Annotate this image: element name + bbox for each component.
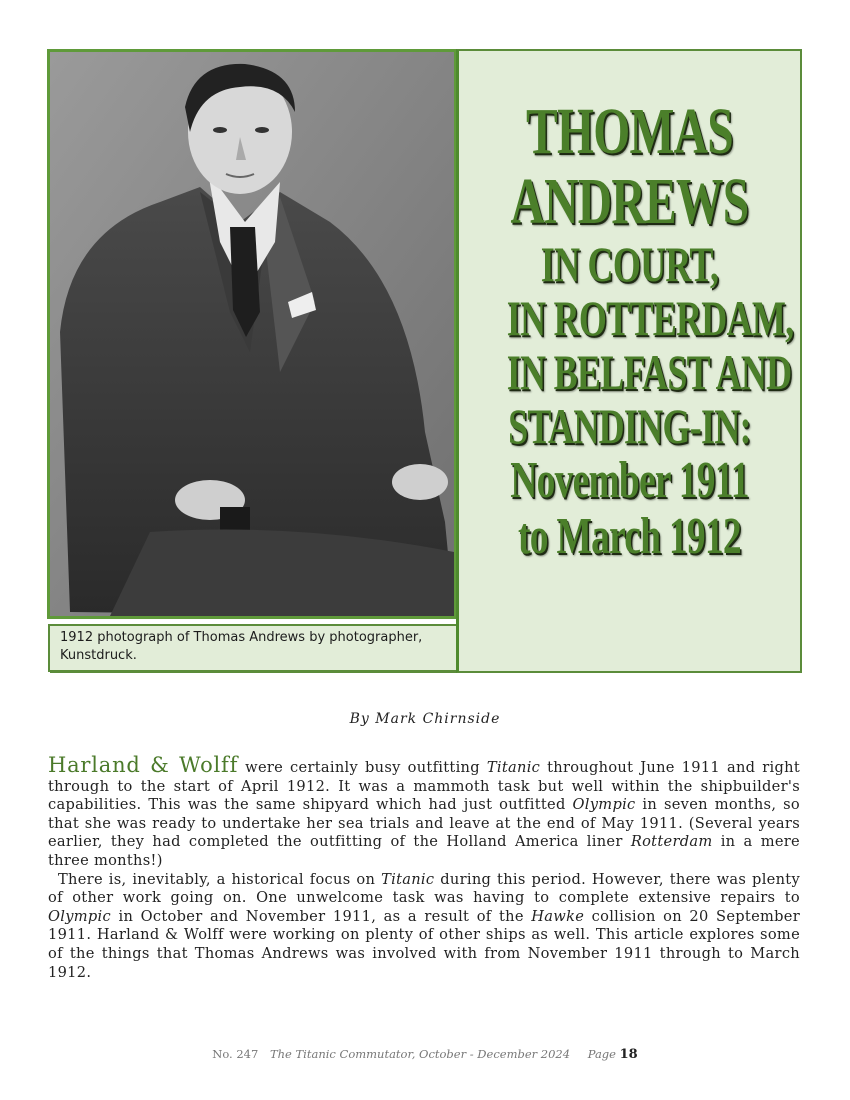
byline: By Mark Chirnside <box>349 711 501 727</box>
title-line-6: STANDING-IN: <box>508 398 751 454</box>
ship-name: Olympic <box>48 907 111 925</box>
portrait-image <box>50 52 454 616</box>
article-body <box>48 753 801 982</box>
photo-caption <box>48 624 458 672</box>
title-line-5: IN BELFAST AND <box>506 344 792 400</box>
text-run: collision on 20 September 1911. Harland & Wolff were working on plenty of other ships as well. This article explores some of the things that Thomas Andrews was involved with from November 1911 through to March 1912. <box>48 907 800 981</box>
text-run: in a mere three months!) <box>48 833 800 869</box>
text-run: during this period. However, there was plenty of other work going on. One unwelcome task was having to complete extensive repairs to <box>48 870 801 907</box>
text-run: were certainly busy outfitting <box>238 759 487 776</box>
ship-name: Titanic <box>381 870 435 888</box>
text-run: throughout June 1911 and right through to the start of April 1912. It was a mammoth task but well within the shipbuilder's capabilities. This was the same shipyard which had just outfitted <box>48 759 800 814</box>
title-line-3: IN COURT, <box>540 236 719 292</box>
page-number: 18 <box>619 1047 638 1062</box>
page-footer <box>0 1047 850 1062</box>
issue-number: No. 247 <box>212 1047 259 1061</box>
paragraph-2 <box>48 871 800 983</box>
title-line-7: November 1911 <box>510 452 749 509</box>
text-run: in seven months, so that she was ready to undertake her sea trials and leave at the end of May 1911. (Several years earlier, they had completed the outfitting of the Holland America liner <box>48 796 801 851</box>
ship-name: Olympic <box>572 796 636 814</box>
title-panel <box>456 49 802 673</box>
title-line-2: ANDREWS <box>510 165 749 238</box>
ship-name: Hawke <box>531 907 585 925</box>
paragraph-1 <box>48 753 801 871</box>
magazine-title: The Titanic Commutator, October - December 2024 <box>269 1047 571 1061</box>
photo-caption-text: 1912 photograph of Thomas Andrews by photographer, Kunstdruck. <box>60 630 423 663</box>
ship-name: Rotterdam <box>630 833 713 851</box>
ship-name: Titanic <box>486 759 541 776</box>
title-line-1: THOMAS <box>526 95 733 168</box>
text-run: There is, inevitably, a historical focus on <box>58 870 382 888</box>
portrait-photo <box>47 49 457 619</box>
page-label: Page <box>587 1047 616 1061</box>
text-run: in October and November 1911, as a result of the <box>111 907 532 925</box>
title-line-8: to March 1912 <box>518 508 741 565</box>
title-line-4: IN ROTTERDAM, <box>506 290 794 346</box>
lead-in: Harland & Wolff <box>48 753 239 777</box>
